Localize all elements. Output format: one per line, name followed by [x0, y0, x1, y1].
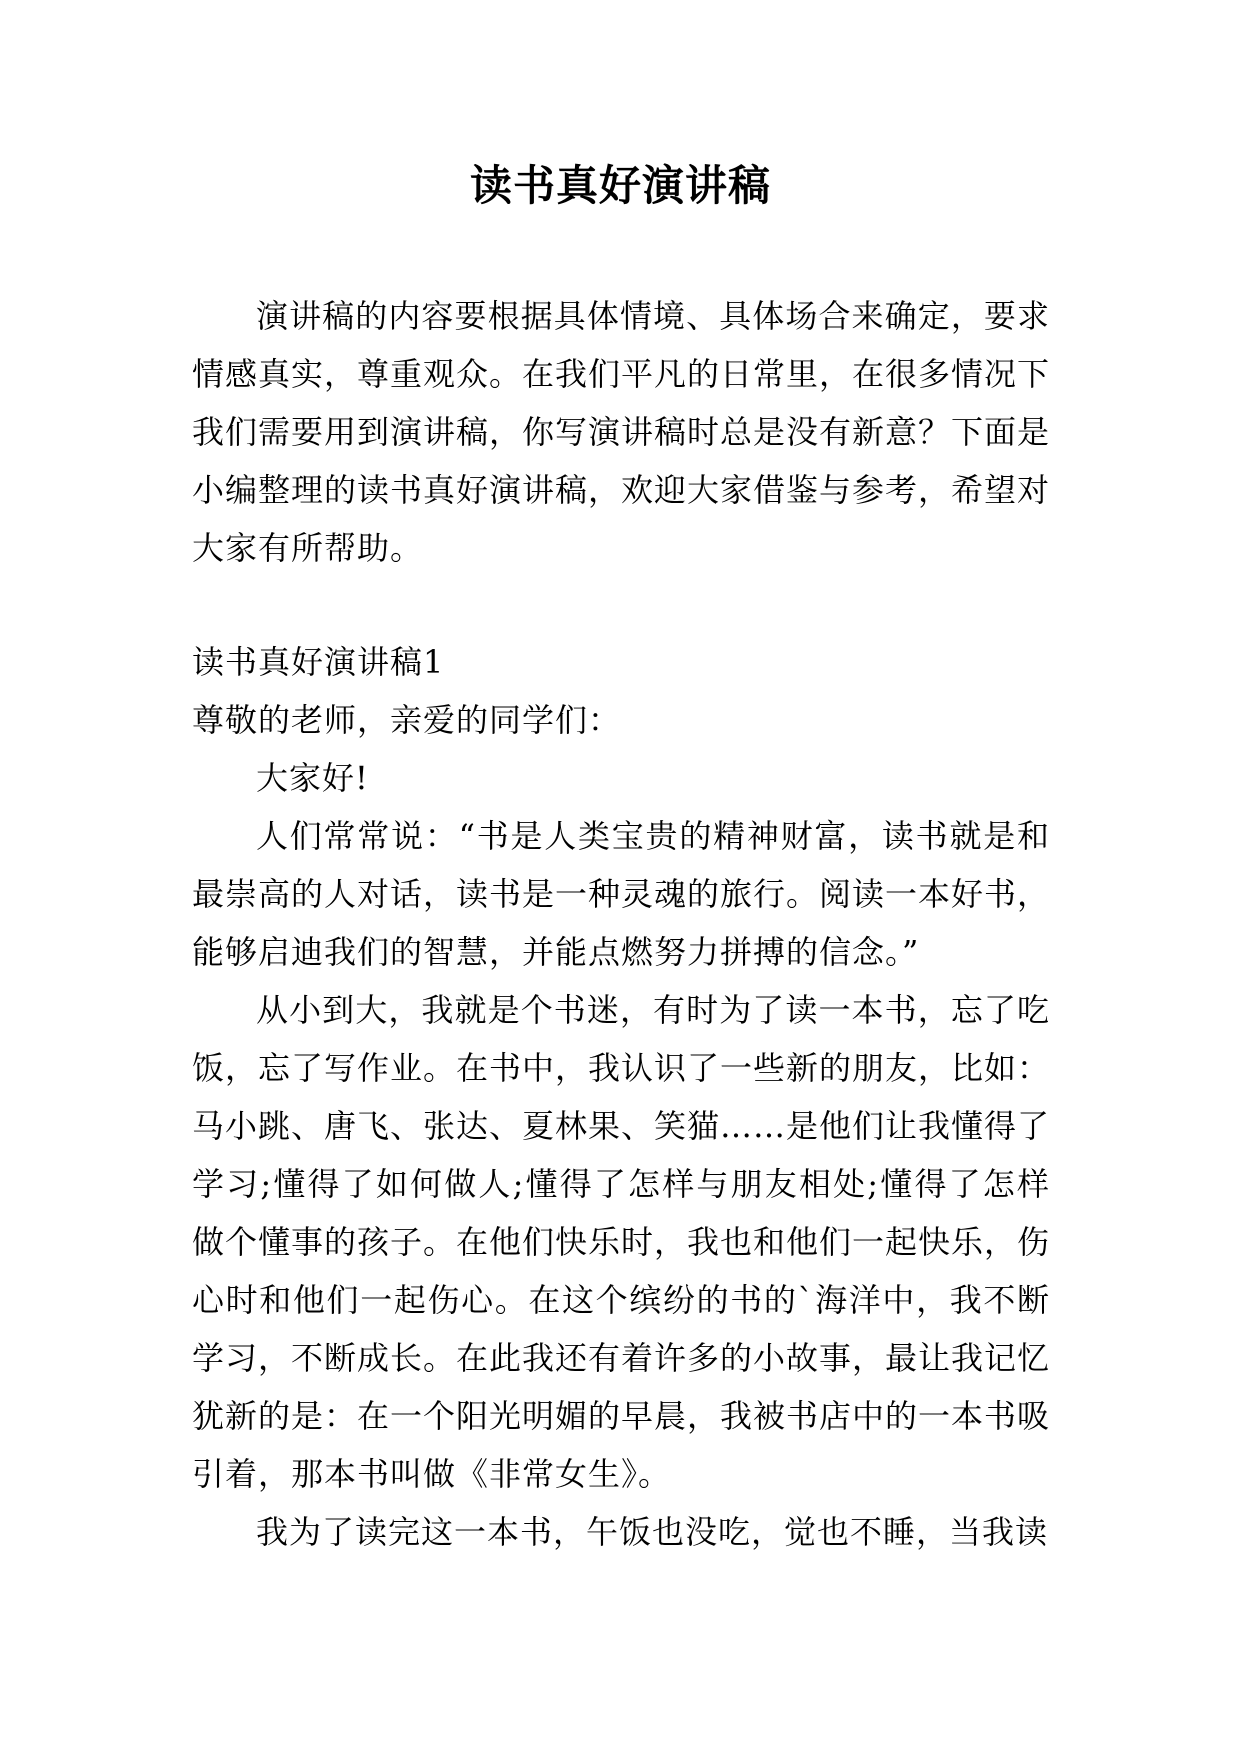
salutation: 尊敬的老师，亲爱的同学们： [192, 701, 622, 739]
intro-paragraph: 演讲稿的内容要根据具体情境、具体场合来确定，要求情感真实，尊重观众。在我们平凡的日常里，在很多情况下我们需要用到演讲稿，你写演讲稿时总是没有新意？下面是小编整理的读书真好演讲稿，欢迎大家借鉴与参考，希望对大家有所帮助。 [192, 297, 1051, 567]
spacer [192, 577, 1050, 633]
body-paragraph: 我为了读完这一本书，午饭也没吃，觉也不睡，当我读 [256, 1513, 1049, 1551]
greeting: 大家好! [256, 759, 369, 797]
section-heading: 读书真好演讲稿1 [192, 643, 445, 681]
body-paragraph: 从小到大，我就是个书迷，有时为了读一本书，忘了吃饭，忘了写作业。在书中，我认识了一些新的朋友，比如：马小跳、唐飞、张达、夏林果、笑猫……是他们让我懂得了学习;懂得了如何做人;懂得了怎样与朋友相处;懂得了怎样做个懂事的孩子。在他们快乐时，我也和他们一起快乐，伤心时和他们一起伤心。在这个缤纷的书的`海洋中，我不断学习，不断成长。在此我还有着许多的小故事，最让我记忆犹新的是：在一个阳光明媚的早晨，我被书店中的一本书吸引着，那本书叫做《非常女生》。 [192, 991, 1051, 1493]
body-paragraph: 人们常常说：“书是人类宝贵的精神财富，读书就是和最崇高的人对话，读书是一种灵魂的旅行。阅读一本好书，能够启迪我们的智慧，并能点燃努力拼搏的信念。” [192, 817, 1051, 971]
document-title: 读书真好演讲稿 [469, 161, 771, 210]
document-body [192, 287, 1050, 1561]
